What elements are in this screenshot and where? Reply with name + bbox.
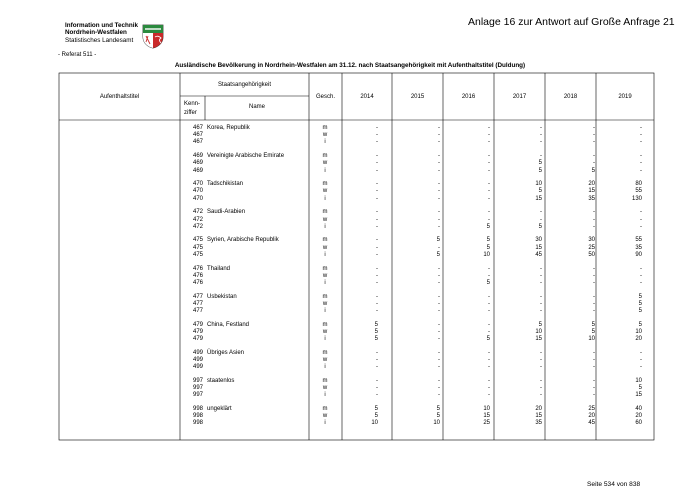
row-value: 10 [535, 328, 542, 335]
row-value: - [438, 265, 440, 272]
row-value: 15 [535, 413, 542, 420]
row-kennziffer: 997 [193, 392, 204, 399]
row-country-name: ungeklärt [207, 406, 232, 412]
row-gesch: i [324, 364, 326, 371]
row-value: 10 [535, 181, 542, 188]
row-gesch: w [322, 413, 328, 420]
row-value: - [438, 377, 440, 384]
row-value: 20 [635, 336, 642, 343]
row-value: - [438, 209, 440, 216]
row-value: 5 [486, 336, 490, 343]
row-gesch: w [322, 357, 328, 363]
row-value: - [593, 125, 595, 131]
row-gesch: i [324, 392, 326, 399]
row-value: - [438, 279, 440, 286]
row-kennziffer: 470 [193, 195, 204, 202]
row-value: - [438, 321, 440, 328]
row-value: - [640, 160, 642, 167]
row-value: - [488, 153, 490, 160]
row-gesch: w [322, 328, 328, 335]
row-value: 25 [483, 420, 490, 427]
row-value: - [438, 392, 440, 399]
row-kennziffer: 472 [193, 209, 204, 216]
row-value: - [488, 364, 490, 371]
row-value: 10 [483, 251, 490, 258]
row-value: - [376, 132, 378, 139]
row-country-name: China, Festland [207, 321, 250, 328]
row-gesch: m [322, 349, 328, 356]
row-value: 5 [374, 328, 378, 335]
row-kennziffer: 998 [193, 413, 204, 420]
row-value: - [488, 321, 490, 328]
row-value: 20 [535, 406, 542, 412]
row-gesch: w [322, 188, 328, 195]
row-value: 20 [588, 181, 595, 188]
row-value: 5 [436, 237, 440, 244]
row-value: 25 [588, 244, 595, 251]
row-value: - [640, 209, 642, 216]
row-value: - [438, 293, 440, 300]
row-gesch: m [322, 406, 328, 412]
row-value: - [640, 272, 642, 279]
row-value: - [593, 209, 595, 216]
row-value: 5 [538, 321, 542, 328]
row-kennziffer: 472 [193, 223, 204, 230]
row-value: - [540, 265, 542, 272]
row-value: 60 [635, 420, 642, 427]
row-value: - [540, 153, 542, 160]
org-line-1: Information und Technik [65, 22, 138, 29]
row-value: 5 [374, 406, 378, 412]
row-value: 25 [588, 406, 595, 412]
row-value: 15 [535, 244, 542, 251]
row-gesch: w [322, 244, 328, 251]
row-kennziffer: 479 [193, 336, 204, 343]
row-gesch: m [322, 265, 328, 272]
row-value: 5 [638, 308, 642, 314]
row-kennziffer: 472 [193, 216, 204, 223]
row-value: - [488, 209, 490, 216]
row-gesch: i [324, 251, 326, 258]
row-value: - [540, 308, 542, 314]
row-value: - [640, 265, 642, 272]
row-value: 40 [635, 406, 642, 412]
row-value: - [376, 209, 378, 216]
row-value: - [488, 132, 490, 139]
row-value: - [540, 216, 542, 223]
row-value: - [488, 181, 490, 188]
row-value: - [593, 385, 595, 392]
row-value: - [376, 364, 378, 371]
row-value: 5 [591, 321, 595, 328]
row-kennziffer: 469 [193, 167, 204, 174]
row-value: - [488, 308, 490, 314]
row-value: 45 [535, 251, 542, 258]
document-heading: Anlage 16 zur Antwort auf Große Anfrage 21 [468, 16, 675, 28]
row-value: 15 [635, 392, 642, 399]
row-value: - [640, 223, 642, 230]
row-value: 5 [538, 223, 542, 230]
row-value: - [438, 272, 440, 279]
row-value: - [593, 132, 595, 139]
row-gesch: m [322, 153, 328, 160]
row-value: - [488, 216, 490, 223]
row-value: 10 [588, 336, 595, 343]
row-value: - [438, 244, 440, 251]
row-gesch: w [322, 300, 328, 307]
row-value: - [540, 293, 542, 300]
row-value: 130 [631, 195, 642, 202]
header-year: 2015 [410, 94, 425, 100]
row-value: - [438, 139, 440, 146]
row-value: - [438, 308, 440, 314]
row-value: - [438, 195, 440, 202]
row-value: - [593, 153, 595, 160]
row-value: 10 [433, 420, 440, 427]
org-line-3: Statistisches Landesamt [65, 36, 134, 44]
row-value: - [438, 167, 440, 174]
row-country-name: Thailand [207, 265, 231, 272]
row-gesch: i [324, 139, 326, 146]
page-number: Seite 534 von 838 [587, 481, 641, 488]
row-value: - [540, 209, 542, 216]
row-value: - [438, 153, 440, 160]
row-gesch: i [324, 167, 326, 174]
row-kennziffer: 499 [193, 364, 204, 371]
row-gesch: m [322, 293, 328, 300]
row-value: 10 [635, 328, 642, 335]
row-value: - [593, 377, 595, 384]
org-line-2: Nordrhein-Westfalen [65, 29, 127, 37]
row-value: - [488, 377, 490, 384]
row-country-name: Tadschikistan [207, 181, 244, 188]
row-value: - [376, 244, 378, 251]
row-value: - [640, 357, 642, 363]
row-value: 35 [588, 195, 595, 202]
row-kennziffer: 469 [193, 160, 204, 167]
row-value: 5 [638, 321, 642, 328]
row-value: - [376, 188, 378, 195]
row-value: - [376, 385, 378, 392]
row-value: - [376, 125, 378, 131]
row-value: - [593, 300, 595, 307]
row-kennziffer: 476 [193, 265, 204, 272]
row-value: - [376, 153, 378, 160]
row-value: - [438, 160, 440, 167]
row-value: - [593, 160, 595, 167]
row-value: - [438, 188, 440, 195]
row-gesch: w [322, 160, 328, 167]
row-value: - [593, 272, 595, 279]
row-value: 5 [436, 251, 440, 258]
row-value: - [376, 377, 378, 384]
row-value: 5 [486, 223, 490, 230]
row-value: 5 [374, 413, 378, 420]
row-gesch: w [322, 132, 328, 139]
row-value: - [376, 237, 378, 244]
row-kennziffer: 470 [193, 181, 204, 188]
table-title: Ausländische Bevölkerung in Nordrhein-Westfalen am 31.12. nach Staatsangehörigkeit mit Aufenthaltstitel (Duldung) [174, 62, 526, 69]
row-kennziffer: 476 [193, 272, 204, 279]
row-value: 5 [638, 300, 642, 307]
row-value: - [540, 357, 542, 363]
row-value: 5 [486, 237, 490, 244]
row-value: - [376, 279, 378, 286]
row-gesch: i [324, 308, 326, 314]
row-value: 10 [635, 377, 642, 384]
row-gesch: m [322, 125, 328, 131]
row-value: - [540, 139, 542, 146]
row-kennziffer: 477 [193, 293, 204, 300]
row-value: - [593, 364, 595, 371]
row-value: 5 [591, 328, 595, 335]
row-country-name: Saudi-Arabien [207, 209, 246, 216]
row-value: - [488, 293, 490, 300]
row-value: - [640, 125, 642, 131]
row-value: - [488, 328, 490, 335]
row-value: - [640, 364, 642, 371]
row-value: - [376, 181, 378, 188]
row-kennziffer: 998 [193, 406, 204, 412]
row-value: - [540, 279, 542, 286]
row-gesch: m [322, 181, 328, 188]
row-value: - [593, 223, 595, 230]
row-value: - [438, 223, 440, 230]
row-country-name: Vereinigte Arabische Emirate [207, 153, 285, 160]
row-value: - [376, 167, 378, 174]
row-value: 10 [371, 420, 378, 427]
row-value: - [488, 139, 490, 146]
row-value: - [593, 349, 595, 356]
row-value: - [438, 132, 440, 139]
row-value: 15 [588, 188, 595, 195]
row-value: - [593, 265, 595, 272]
row-value: 5 [486, 279, 490, 286]
header-year: 2014 [360, 94, 374, 100]
row-value: - [540, 349, 542, 356]
row-value: 5 [486, 244, 490, 251]
row-value: - [376, 265, 378, 272]
row-value: - [488, 188, 490, 195]
row-gesch: w [322, 385, 328, 392]
row-kennziffer: 467 [193, 125, 204, 131]
row-kennziffer: 467 [193, 139, 204, 146]
row-value: 55 [635, 237, 642, 244]
row-value: - [488, 349, 490, 356]
row-value: - [540, 385, 542, 392]
row-value: - [640, 216, 642, 223]
row-value: - [488, 357, 490, 363]
row-value: - [438, 300, 440, 307]
row-value: 15 [483, 413, 490, 420]
row-value: - [376, 251, 378, 258]
referat-label: - Referat 511 - [58, 52, 97, 58]
row-kennziffer: 469 [193, 153, 204, 160]
row-kennziffer: 475 [193, 251, 204, 258]
row-value: - [438, 336, 440, 343]
row-value: 90 [635, 251, 642, 258]
row-value: 10 [483, 406, 490, 412]
row-value: - [540, 377, 542, 384]
row-value: - [640, 349, 642, 356]
row-gesch: i [324, 195, 326, 202]
row-kennziffer: 475 [193, 237, 204, 244]
row-value: - [540, 364, 542, 371]
row-value: - [488, 265, 490, 272]
row-value: 5 [538, 188, 542, 195]
row-value: - [438, 349, 440, 356]
row-value: - [593, 279, 595, 286]
row-value: - [593, 308, 595, 314]
row-value: - [488, 272, 490, 279]
row-gesch: m [322, 321, 328, 328]
row-value: - [640, 167, 642, 174]
row-kennziffer: 475 [193, 244, 204, 251]
row-value: 45 [588, 420, 595, 427]
header-year: 2019 [618, 94, 632, 100]
row-value: - [488, 167, 490, 174]
row-value: 5 [374, 321, 378, 328]
row-value: - [438, 385, 440, 392]
row-value: - [593, 139, 595, 146]
row-kennziffer: 467 [193, 132, 204, 139]
row-gesch: w [322, 216, 328, 223]
header-year: 2016 [461, 94, 476, 100]
row-gesch: m [322, 209, 328, 216]
row-value: 30 [535, 237, 542, 244]
row-kennziffer: 499 [193, 357, 204, 363]
row-value: 5 [638, 385, 642, 392]
row-value: 5 [538, 167, 542, 174]
row-value: 5 [591, 167, 595, 174]
row-gesch: m [322, 377, 328, 384]
row-value: - [376, 223, 378, 230]
row-country-name: staatenlos [207, 377, 235, 384]
row-value: 80 [635, 181, 642, 188]
row-value: - [438, 357, 440, 363]
row-gesch: i [324, 420, 326, 427]
row-value: - [376, 139, 378, 146]
row-kennziffer: 477 [193, 308, 204, 314]
row-kennziffer: 479 [193, 321, 204, 328]
row-value: - [640, 279, 642, 286]
header-year: 2018 [563, 94, 578, 100]
row-value: 50 [588, 251, 595, 258]
row-gesch: i [324, 279, 326, 286]
row-value: - [488, 300, 490, 307]
row-value: - [376, 349, 378, 356]
row-value: 5 [538, 160, 542, 167]
row-value: - [438, 216, 440, 223]
row-value: 20 [635, 413, 642, 420]
row-value: - [488, 125, 490, 131]
row-value: - [593, 392, 595, 399]
row-value: - [640, 132, 642, 139]
row-kennziffer: 499 [193, 349, 204, 356]
row-value: - [488, 385, 490, 392]
row-value: 5 [638, 293, 642, 300]
row-value: - [376, 392, 378, 399]
row-value: - [438, 181, 440, 188]
header-year: 2017 [512, 94, 527, 100]
row-value: - [376, 357, 378, 363]
row-value: 35 [635, 244, 642, 251]
row-value: - [488, 160, 490, 167]
row-value: - [593, 357, 595, 363]
row-value: - [640, 139, 642, 146]
row-country-name: Usbekistan [207, 293, 237, 300]
row-value: 5 [436, 406, 440, 412]
row-value: - [376, 216, 378, 223]
row-value: 20 [588, 413, 595, 420]
row-value: - [376, 160, 378, 167]
row-kennziffer: 479 [193, 328, 204, 335]
row-value: - [540, 272, 542, 279]
row-value: - [540, 300, 542, 307]
row-kennziffer: 477 [193, 300, 204, 307]
row-value: - [593, 293, 595, 300]
row-gesch: i [324, 336, 326, 343]
row-value: - [438, 364, 440, 371]
row-value: - [540, 125, 542, 131]
row-kennziffer: 997 [193, 377, 204, 384]
header-name: Name [248, 104, 265, 110]
row-value: - [438, 328, 440, 335]
row-gesch: i [324, 223, 326, 230]
row-gesch: w [322, 272, 328, 279]
row-value: - [376, 308, 378, 314]
row-country-name: Übriges Asien [207, 349, 245, 356]
row-value: - [376, 293, 378, 300]
header-aufenthaltstitel: Aufenthaltstitel [99, 94, 140, 100]
row-value: 15 [535, 336, 542, 343]
row-value: 35 [535, 420, 542, 427]
row-gesch: m [322, 237, 328, 244]
row-value: 15 [535, 195, 542, 202]
row-value: - [376, 195, 378, 202]
row-value: 5 [436, 413, 440, 420]
row-kennziffer: 476 [193, 279, 204, 286]
row-value: - [540, 392, 542, 399]
row-value: - [488, 195, 490, 202]
row-value: 55 [635, 188, 642, 195]
header-staatsangehoerigkeit: Staatsangehörigkeit [217, 82, 272, 88]
row-value: - [488, 392, 490, 399]
row-kennziffer: 470 [193, 188, 204, 195]
header-kennziffer: Kenn- ziffer [184, 101, 201, 116]
row-country-name: Korea, Republik [207, 125, 250, 131]
row-value: 30 [588, 237, 595, 244]
row-kennziffer: 998 [193, 420, 204, 427]
row-value: 5 [374, 336, 378, 343]
row-value: - [640, 153, 642, 160]
row-country-name: Syrien, Arabische Republik [207, 237, 279, 244]
row-kennziffer: 997 [193, 385, 204, 392]
row-value: - [438, 125, 440, 131]
row-value: - [376, 300, 378, 307]
row-value: - [593, 216, 595, 223]
header-gesch: Gesch. [315, 94, 335, 100]
row-value: - [540, 132, 542, 139]
row-value: - [376, 272, 378, 279]
